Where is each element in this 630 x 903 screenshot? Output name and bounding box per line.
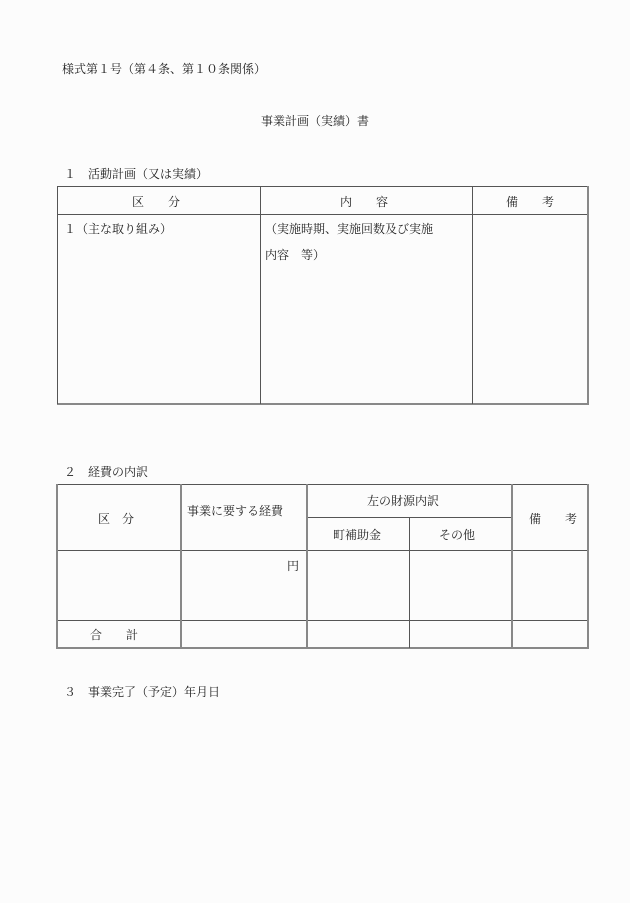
page-title: 事業計画（実績）書 <box>261 114 370 128</box>
table2-row-expense-unit: 円 <box>287 559 300 573</box>
table2-total-label: 合 計 <box>90 628 139 642</box>
table1-row-content-line1: （実施時期、実施回数及び実施 <box>265 222 434 236</box>
table1-header-category: 区 分 <box>132 195 181 209</box>
table1-header-content: 内 容 <box>340 195 389 209</box>
section3-heading: ３ 事業完了（予定）年月日 <box>64 685 221 699</box>
table1-left-border <box>57 186 58 404</box>
table2-header-category: 区 分 <box>98 512 135 526</box>
table2-top-border <box>57 484 588 485</box>
table1-header-remarks: 備 考 <box>506 195 555 209</box>
table1-col-divider-2 <box>472 186 473 404</box>
table2-left-border <box>56 484 58 649</box>
table2-col-divider-1 <box>180 484 182 649</box>
table2-col-divider-2 <box>306 484 308 649</box>
table2-right-border <box>587 484 589 649</box>
section2-heading: ２ 経費の内訳 <box>64 465 149 479</box>
table1-row-content-line2: 内容 等） <box>265 248 326 262</box>
table2-header-funding-breakdown: 左の財源内訳 <box>367 494 440 508</box>
table2-col-divider-3 <box>409 517 410 648</box>
table1-row-category: １（主な取り組み） <box>64 222 173 236</box>
table2-header-other: その他 <box>439 528 476 542</box>
table1-header-divider <box>57 214 588 215</box>
section1-heading: １ 活動計画（又は実績） <box>64 167 209 181</box>
table2-col-divider-4 <box>511 484 513 649</box>
table1-bottom-border <box>57 403 589 405</box>
table2-header-town-subsidy: 町補助金 <box>333 528 382 542</box>
table2-bottom-border <box>57 647 589 649</box>
table1-right-border <box>587 186 589 405</box>
table1-col-divider-1 <box>260 186 261 404</box>
form-number: 様式第１号（第４条、第１０条関係） <box>62 62 267 76</box>
table1-top-border <box>57 186 588 187</box>
table2-header-divider <box>57 550 588 551</box>
table2-header-remarks: 備 考 <box>529 512 578 526</box>
table2-total-divider <box>57 620 588 621</box>
table2-header-expense: 事業に要する経費 <box>187 504 284 518</box>
